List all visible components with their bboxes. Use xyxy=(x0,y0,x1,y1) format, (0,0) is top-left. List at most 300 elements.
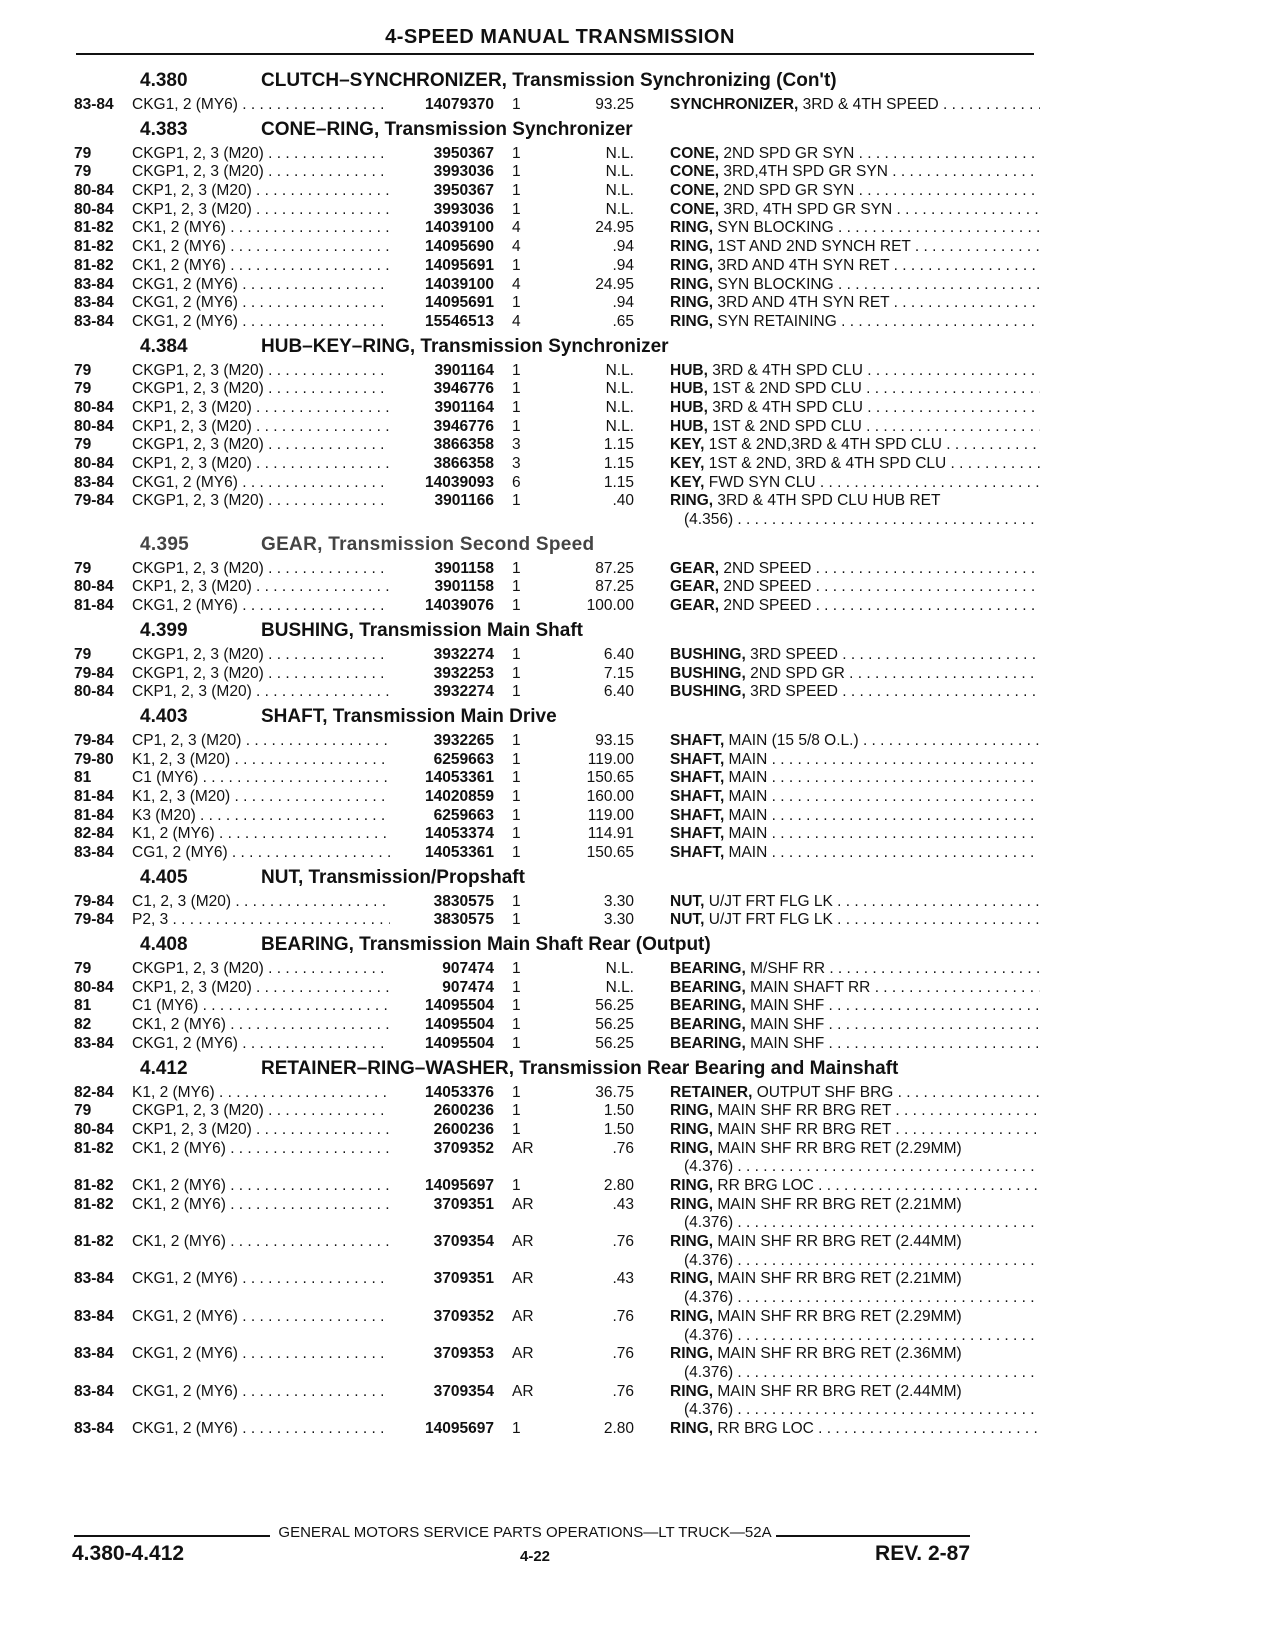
part-row xyxy=(74,1270,1040,1307)
description-detail: MAIN SHF RR BRG RET (2.44MM) xyxy=(713,1382,962,1400)
model-years: 79 xyxy=(74,144,92,162)
quantity: 1 xyxy=(512,911,521,929)
quantity: 1 xyxy=(512,645,521,663)
description-line xyxy=(670,646,1040,665)
model-years: 83-84 xyxy=(74,1034,114,1052)
section-heading xyxy=(74,66,1040,96)
page-title: 4-SPEED MANUAL TRANSMISSION xyxy=(385,26,735,48)
quantity: 1 xyxy=(512,1083,521,1101)
model-codes: CG1, 2 (MY6) . . . xyxy=(132,844,402,863)
price: .76 xyxy=(612,1139,634,1157)
model-years: 82-84 xyxy=(74,825,114,843)
part-number: 14039093 xyxy=(390,474,494,493)
quantity: 1 xyxy=(512,1176,521,1194)
price: N.L. xyxy=(605,978,634,996)
part-description xyxy=(670,313,1040,332)
model-years: 82 xyxy=(74,1016,92,1034)
description-detail: 2ND SPD GR xyxy=(745,664,845,682)
model-codes: CKG1, 2 (MY6) . . . xyxy=(132,1345,402,1364)
model-codes: K1, 2, 3 (M20) . . . xyxy=(132,788,402,807)
quantity: 1 xyxy=(512,1120,521,1138)
price: N.L. xyxy=(605,380,634,398)
model-years: 79 xyxy=(74,380,92,398)
description-detail: 1ST & 2ND, 3RD & 4TH SPD CLU xyxy=(704,455,947,472)
model-years: 82-84 xyxy=(74,1083,114,1101)
part-description xyxy=(670,683,1040,702)
part-number: 14053361 xyxy=(390,844,494,863)
part-number: 3901158 xyxy=(390,560,494,579)
part-row xyxy=(74,418,1040,437)
model-years: 81-82 xyxy=(74,1176,114,1194)
model-years: 83-84 xyxy=(74,294,114,312)
description-noun: BUSHING, xyxy=(670,683,746,701)
model-codes: CKGP1, 2, 3 (M20) . . . xyxy=(132,380,402,399)
price: 93.15 xyxy=(595,731,634,749)
model-years: 80-84 xyxy=(74,978,114,996)
section-heading xyxy=(74,930,1040,960)
quantity: 1 xyxy=(512,163,521,181)
quantity: AR xyxy=(512,1307,534,1325)
quantity: AR xyxy=(512,1270,534,1288)
model-codes: CKP1, 2, 3 (M20) . . . xyxy=(132,182,402,201)
price: 119.00 xyxy=(587,806,634,824)
description-line xyxy=(670,911,1040,930)
quantity: 4 xyxy=(512,219,521,237)
quantity: AR xyxy=(512,1382,534,1400)
part-row xyxy=(74,201,1040,220)
model-codes: K1, 2 (MY6) . . . xyxy=(132,825,402,844)
description-noun: SHAFT, xyxy=(670,806,725,824)
part-description xyxy=(670,1345,1040,1382)
part-description xyxy=(670,1035,1040,1054)
description-detail: MAIN xyxy=(724,787,768,805)
description-noun: RING, xyxy=(670,492,714,510)
description-detail: MAIN xyxy=(724,750,768,768)
model-codes: CKGP1, 2, 3 (M20) . . . xyxy=(132,492,402,511)
price: .94 xyxy=(612,294,634,312)
price: .65 xyxy=(612,312,634,330)
quantity: 1 xyxy=(512,578,521,596)
price: 1.50 xyxy=(603,1120,634,1138)
model-codes: K3 (M20) . . . xyxy=(132,807,402,826)
section-number: 4.405 xyxy=(140,866,188,888)
description-noun: RING, xyxy=(670,1382,714,1400)
price: 93.25 xyxy=(595,96,634,113)
part-row xyxy=(74,769,1040,788)
quantity: 1 xyxy=(512,398,521,416)
description-line xyxy=(670,1035,1040,1054)
part-number: 14053374 xyxy=(390,825,494,844)
model-codes: CKP1, 2, 3 (M20) . . . xyxy=(132,578,402,597)
quantity: 1 xyxy=(512,256,521,274)
description-noun: KEY, xyxy=(670,473,705,491)
description-reference: (4.376) . . . xyxy=(670,1289,1040,1308)
description-noun: SHAFT, xyxy=(670,825,725,843)
model-codes: CKP1, 2, 3 (M20) . . . xyxy=(132,979,402,998)
description-detail: MAIN SHF RR BRG RET (2.36MM) xyxy=(713,1345,962,1363)
description-noun: CONE, xyxy=(670,182,720,200)
model-codes: CK1, 2 (MY6) . . . xyxy=(132,1177,402,1196)
part-description xyxy=(670,96,1040,115)
description-line xyxy=(670,560,1040,579)
footer-section-range: 4.380-4.412 xyxy=(72,1542,185,1565)
description-detail: OUTPUT SHF BRG xyxy=(752,1083,894,1101)
model-years: 80-84 xyxy=(74,200,114,218)
part-row xyxy=(74,492,1040,529)
part-description xyxy=(670,997,1040,1016)
description-line xyxy=(670,1177,1040,1196)
description-noun: RING, xyxy=(670,219,714,237)
section-heading xyxy=(74,616,1040,646)
description-detail: MAIN xyxy=(724,806,768,824)
description-noun: RING, xyxy=(670,1420,714,1437)
price: N.L. xyxy=(605,361,634,379)
part-row xyxy=(74,455,1040,474)
price: 6.40 xyxy=(603,683,634,701)
part-row xyxy=(74,1102,1040,1121)
description-noun: KEY, xyxy=(670,436,705,454)
catalog-section xyxy=(74,863,1040,930)
part-row xyxy=(74,1035,1040,1054)
footer-revision: REV. 2-87 xyxy=(875,1542,970,1565)
model-codes: CK1, 2 (MY6) . . . xyxy=(132,219,402,238)
model-codes: CKP1, 2, 3 (M20) . . . xyxy=(132,683,402,702)
part-number: 14020859 xyxy=(390,788,494,807)
part-number: 14053361 xyxy=(390,769,494,788)
section-title: RETAINER–RING–WASHER, Transmission Rear Bearing and Mainshaft xyxy=(261,1057,899,1079)
description-noun: CONE, xyxy=(670,200,720,218)
quantity: 1 xyxy=(512,997,521,1015)
part-number: 14053376 xyxy=(390,1084,494,1103)
description-noun: SHAFT, xyxy=(670,787,725,805)
part-description xyxy=(670,1420,1040,1439)
part-number: 3830575 xyxy=(390,893,494,912)
price: 2.80 xyxy=(603,1420,634,1437)
description-line xyxy=(670,1084,1040,1103)
part-number: 6259663 xyxy=(390,807,494,826)
model-years: 83-84 xyxy=(74,275,114,293)
description-line xyxy=(670,1383,1040,1402)
part-row xyxy=(74,683,1040,702)
description-noun: CONE, xyxy=(670,144,720,162)
part-number: 3709352 xyxy=(390,1308,494,1327)
description-detail: MAIN SHF xyxy=(745,997,825,1015)
quantity: 4 xyxy=(512,275,521,293)
part-description xyxy=(670,455,1040,474)
description-line xyxy=(670,418,1040,437)
model-years: 79-84 xyxy=(74,664,114,682)
model-codes: CKG1, 2 (MY6) . . . xyxy=(132,1270,402,1289)
description-noun: RING, xyxy=(670,1102,714,1120)
description-line xyxy=(670,997,1040,1016)
part-number: 3709351 xyxy=(390,1270,494,1289)
price: 1.15 xyxy=(603,455,634,472)
description-detail: 3RD & 4TH SPD CLU HUB RET xyxy=(713,492,941,510)
part-number: 14095691 xyxy=(390,257,494,276)
part-number: 3993036 xyxy=(390,201,494,220)
quantity: 1 xyxy=(512,664,521,682)
quantity: 1 xyxy=(512,1420,521,1437)
section-number: 4.383 xyxy=(140,118,188,140)
description-detail: RR BRG LOC xyxy=(713,1420,814,1437)
price: N.L. xyxy=(605,960,634,978)
description-line xyxy=(670,597,1040,616)
model-years: 79 xyxy=(74,559,92,577)
section-number: 4.399 xyxy=(140,619,188,641)
part-row xyxy=(74,1084,1040,1103)
part-description xyxy=(670,751,1040,770)
part-description xyxy=(670,1016,1040,1035)
part-number: 3901164 xyxy=(390,399,494,418)
part-row xyxy=(74,560,1040,579)
model-years: 80-84 xyxy=(74,182,114,200)
section-title: CONE–RING, Transmission Synchronizer xyxy=(261,118,633,140)
part-row xyxy=(74,1383,1040,1420)
quantity: 1 xyxy=(512,1016,521,1034)
quantity: 1 xyxy=(512,597,521,615)
model-years: 81-84 xyxy=(74,597,114,615)
description-reference: (4.356) . . . xyxy=(670,511,1040,530)
part-row xyxy=(74,276,1040,295)
quantity: 1 xyxy=(512,144,521,162)
quantity: 1 xyxy=(512,361,521,379)
quantity: 1 xyxy=(512,787,521,805)
price: 7.15 xyxy=(603,664,634,682)
description-detail: U/JT FRT FLG LK xyxy=(704,892,833,910)
description-detail: 3RD AND 4TH SYN RET xyxy=(713,256,890,274)
description-reference: (4.376) . . . xyxy=(670,1364,1040,1383)
model-codes: P2, 3 . . . xyxy=(132,911,402,930)
description-detail: MAIN SHF RR BRG RET (2.44MM) xyxy=(713,1233,962,1251)
section-number: 4.408 xyxy=(140,934,188,956)
description-line xyxy=(670,492,1040,511)
description-noun: RING, xyxy=(670,1270,714,1288)
description-noun: BEARING, xyxy=(670,997,746,1015)
part-description xyxy=(670,844,1040,863)
model-codes: CK1, 2 (MY6) . . . xyxy=(132,238,402,257)
description-noun: BEARING, xyxy=(670,1016,746,1034)
description-detail: 1ST AND 2ND SYNCH RET xyxy=(713,238,911,256)
part-description xyxy=(670,276,1040,295)
model-codes: CKGP1, 2, 3 (M20) . . . xyxy=(132,646,402,665)
price: N.L. xyxy=(605,417,634,435)
description-line xyxy=(670,788,1040,807)
model-codes: CKGP1, 2, 3 (M20) . . . xyxy=(132,145,402,164)
part-number: 14095504 xyxy=(390,1035,494,1054)
description-noun: SHAFT, xyxy=(670,769,725,787)
quantity: 1 xyxy=(512,492,521,510)
part-number: 14039076 xyxy=(390,597,494,616)
part-description xyxy=(670,732,1040,751)
model-years: 79-80 xyxy=(74,750,114,768)
model-codes: CKGP1, 2, 3 (M20) . . . xyxy=(132,362,402,381)
description-line xyxy=(670,474,1040,493)
part-description xyxy=(670,436,1040,455)
model-years: 79-84 xyxy=(74,911,114,929)
model-codes: CK1, 2 (MY6) . . . xyxy=(132,1196,402,1215)
model-codes: CK1, 2 (MY6) . . . xyxy=(132,257,402,276)
model-codes: CKGP1, 2, 3 (M20) . . . xyxy=(132,560,402,579)
description-line xyxy=(670,683,1040,702)
model-codes: CKG1, 2 (MY6) . . . xyxy=(132,1308,402,1327)
description-noun: SHAFT, xyxy=(670,844,725,862)
part-number: 3932265 xyxy=(390,732,494,751)
quantity: 1 xyxy=(512,1034,521,1052)
section-title: SHAFT, Transmission Main Drive xyxy=(261,705,557,727)
price: 24.95 xyxy=(595,275,634,293)
part-row xyxy=(74,96,1040,115)
model-codes: C1, 2, 3 (M20) . . . xyxy=(132,893,402,912)
part-description xyxy=(670,825,1040,844)
price: .76 xyxy=(612,1382,634,1400)
description-noun: KEY, xyxy=(670,455,705,472)
part-row xyxy=(74,1308,1040,1345)
part-row xyxy=(74,844,1040,863)
price: 56.25 xyxy=(595,1016,634,1034)
price: 36.75 xyxy=(595,1083,634,1101)
description-detail: U/JT FRT FLG LK xyxy=(704,911,833,929)
section-title: CLUTCH–SYNCHRONIZER, Transmission Synchronizing (Con't) xyxy=(261,70,837,91)
description-detail: 3RD, 4TH SPD GR SYN xyxy=(719,200,893,218)
quantity: 1 xyxy=(512,96,521,113)
quantity: 4 xyxy=(512,238,521,256)
model-years: 80-84 xyxy=(74,398,114,416)
description-detail: MAIN SHF RR BRG RET (2.21MM) xyxy=(713,1270,962,1288)
part-description xyxy=(670,145,1040,164)
quantity: 1 xyxy=(512,978,521,996)
part-description xyxy=(670,665,1040,684)
price: 1.15 xyxy=(603,436,634,454)
model-years: 80-84 xyxy=(74,417,114,435)
section-title: BEARING, Transmission Main Shaft Rear (Output) xyxy=(261,934,711,956)
description-line xyxy=(670,769,1040,788)
part-description xyxy=(670,979,1040,998)
description-line xyxy=(670,257,1040,276)
part-number: 3866358 xyxy=(390,455,494,474)
model-years: 81-82 xyxy=(74,219,114,237)
price: N.L. xyxy=(605,182,634,200)
description-line xyxy=(670,1121,1040,1140)
model-codes: CKG1, 2 (MY6) . . . xyxy=(132,313,402,332)
description-noun: HUB, xyxy=(670,380,708,398)
part-number: 907474 xyxy=(390,979,494,998)
price: 160.00 xyxy=(586,787,634,805)
description-detail: MAIN xyxy=(724,769,768,787)
part-number: 3866358 xyxy=(390,436,494,455)
description-line xyxy=(670,1102,1040,1121)
footer-page-number: 4-22 xyxy=(519,1548,551,1565)
price: .94 xyxy=(612,238,634,256)
description-line xyxy=(670,1420,1040,1439)
part-description xyxy=(670,492,1040,529)
part-description xyxy=(670,788,1040,807)
catalog-section xyxy=(74,66,1040,115)
part-row xyxy=(74,893,1040,912)
price: .76 xyxy=(612,1345,634,1363)
footer-rule-right xyxy=(776,1535,970,1537)
description-detail: MAIN SHF RR BRG RET xyxy=(713,1120,892,1138)
part-row xyxy=(74,1016,1040,1035)
part-row xyxy=(74,646,1040,665)
part-description xyxy=(670,1308,1040,1345)
model-years: 83-84 xyxy=(74,1420,114,1437)
model-years: 83-84 xyxy=(74,312,114,330)
model-codes: CKG1, 2 (MY6) . . . xyxy=(132,1383,402,1402)
part-description xyxy=(670,474,1040,493)
model-years: 79 xyxy=(74,361,92,379)
description-noun: RING, xyxy=(670,1176,714,1194)
model-years: 81-82 xyxy=(74,1139,114,1157)
price: .76 xyxy=(612,1307,634,1325)
part-row xyxy=(74,182,1040,201)
model-years: 79 xyxy=(74,1102,92,1120)
part-row xyxy=(74,597,1040,616)
quantity: 4 xyxy=(512,312,521,330)
description-detail: SYN BLOCKING xyxy=(713,219,834,237)
price: N.L. xyxy=(605,200,634,218)
model-codes: CKGP1, 2, 3 (M20) . . . xyxy=(132,960,402,979)
quantity: 1 xyxy=(512,750,521,768)
model-years: 83-84 xyxy=(74,1270,114,1288)
description-noun: BEARING, xyxy=(670,960,746,978)
description-noun: RING, xyxy=(670,1139,714,1157)
part-description xyxy=(670,1270,1040,1307)
model-years: 80-84 xyxy=(74,455,114,472)
part-description xyxy=(670,294,1040,313)
description-line xyxy=(670,313,1040,332)
description-detail: MAIN xyxy=(724,825,768,843)
description-line xyxy=(670,751,1040,770)
price: 100.00 xyxy=(586,597,634,615)
part-description xyxy=(670,578,1040,597)
description-line xyxy=(670,182,1040,201)
description-noun: RING, xyxy=(670,312,714,330)
description-detail: FWD SYN CLU xyxy=(704,473,816,491)
catalog-section xyxy=(74,530,1040,616)
part-number: 3901166 xyxy=(390,492,494,511)
model-years: 79 xyxy=(74,436,92,454)
description-detail: M/SHF RR xyxy=(745,960,826,978)
description-reference: (4.376) . . . xyxy=(670,1214,1040,1233)
section-number: 4.395 xyxy=(140,533,190,555)
model-years: 83-84 xyxy=(74,1382,114,1400)
description-detail: 3RD,4TH SPD GR SYN xyxy=(719,163,888,181)
model-years: 79 xyxy=(74,645,92,663)
description-detail: 2ND SPD GR SYN xyxy=(719,144,855,162)
part-description xyxy=(670,1196,1040,1233)
part-number: 14039100 xyxy=(390,276,494,295)
description-detail: 2ND SPD GR SYN xyxy=(719,182,855,200)
model-codes: CKP1, 2, 3 (M20) . . . xyxy=(132,201,402,220)
description-line xyxy=(670,825,1040,844)
price: 150.65 xyxy=(586,844,634,862)
model-years: 79 xyxy=(74,163,92,181)
part-description xyxy=(670,560,1040,579)
description-detail: SYN RETAINING xyxy=(713,312,837,330)
part-description xyxy=(670,807,1040,826)
part-number: 15546513 xyxy=(390,313,494,332)
quantity: 1 xyxy=(512,200,521,218)
part-number: 14039100 xyxy=(390,219,494,238)
description-noun: RING, xyxy=(670,275,714,293)
part-row xyxy=(74,1121,1040,1140)
quantity: AR xyxy=(512,1233,534,1251)
part-number: 3946776 xyxy=(390,418,494,437)
description-line xyxy=(670,201,1040,220)
price: 3.30 xyxy=(603,892,634,910)
description-detail: MAIN SHF RR BRG RET (2.29MM) xyxy=(713,1307,962,1325)
model-years: 83-84 xyxy=(74,473,114,491)
